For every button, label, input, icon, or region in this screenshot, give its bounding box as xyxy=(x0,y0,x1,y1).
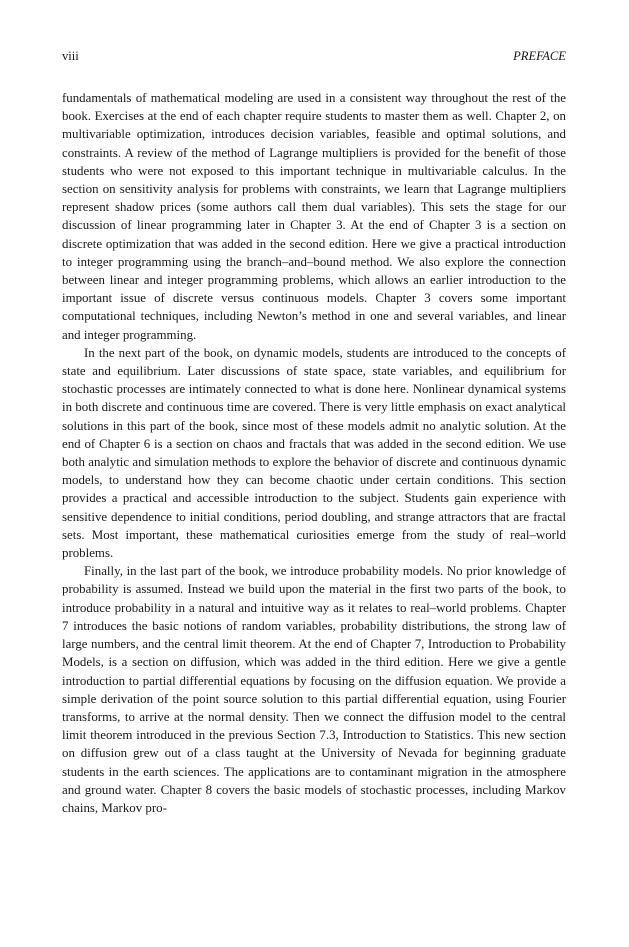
paragraph: Finally, in the last part of the book, we introduce probability models. No prior knowledge of probability is assumed. Instead we build upon the material in the first two parts of the book, to introduce probability in a natural and intuitive way as it relates to real–world problems. Chapter 7 introduces the basic notions of random variables, probability distributions, the strong law of large numbers, and the central limit theorem. At the end of Chapter 7, Introduction to Probability Models, is a section on diffusion, which was added in the third edition. Here we give a gentle introduction to partial differential equations by focusing on the diffusion equation. We provide a simple derivation of the point source solution to this partial differential equation, using Fourier transforms, to arrive at the normal density. Then we connect the diffusion model to the central limit theorem introduced in the previous Section 7.3, Introduction to Statistics. This new section on diffusion grew out of a class taught at the University of Nevada for beginning graduate students in the earth sciences. The applications are to contaminant migration in the atmosphere and ground water. Chapter 8 covers the basic models of stochastic processes, including Markov chains, Markov pro- xyxy=(62,564,566,815)
page-header xyxy=(62,49,566,67)
running-head: PREFACE xyxy=(513,49,566,63)
paragraph: In the next part of the book, on dynamic models, students are introduced to the concepts of state and equilibrium. Later discussions of state space, state variables, and equilibrium for stochastic processes are intimately connected to what is done here. Nonlinear dynamical systems in both discrete and continuous time are covered. There is very little emphasis on exact analytical solutions in this part of the book, since most of these models admit no analytic solution. At the end of Chapter 6 is a section on chaos and fractals that was added in the second edition. We use both analytic and simulation methods to explore the behavior of discrete and continuous dynamic models, to understand how they can become chaotic under certain conditions. This section provides a practical and accessible introduction to the subject. Students gain experience with sensitive dependence to initial conditions, period doubling, and strange attractors that are fractal sets. Most important, these mathematical curiosities emerge from the study of real–world problems. xyxy=(62,345,566,561)
body-text xyxy=(62,89,566,817)
page-number: viii xyxy=(62,49,79,63)
paragraph: fundamentals of mathematical modeling are used in a consistent way throughout the rest of the book. Exercises at the end of each chapter require students to master them as well. Chapter 2, on multivariable optimization, introduces decision variables, feasible and optimal solutions, and constraints. A review of the method of Lagrange multipliers is provided for the benefit of those students who were not exposed to this important technique in multivariable calculus. In the section on sensitivity analysis for problems with constraints, we learn that Lagrange multipliers represent shadow prices (some authors call them dual variables). This sets the stage for our discussion of linear programming later in Chapter 3. At the end of Chapter 3 is a section on discrete optimization that was added in the second edition. Here we give a practical introduction to integer programming using the branch–and–bound method. We also explore the connection between linear and integer programming problems, which allows an earlier introduction to the important issue of discrete versus continuous models. Chapter 3 covers some important computational techniques, including Newton’s method in one and several variables, and linear and integer programming. xyxy=(62,91,566,342)
